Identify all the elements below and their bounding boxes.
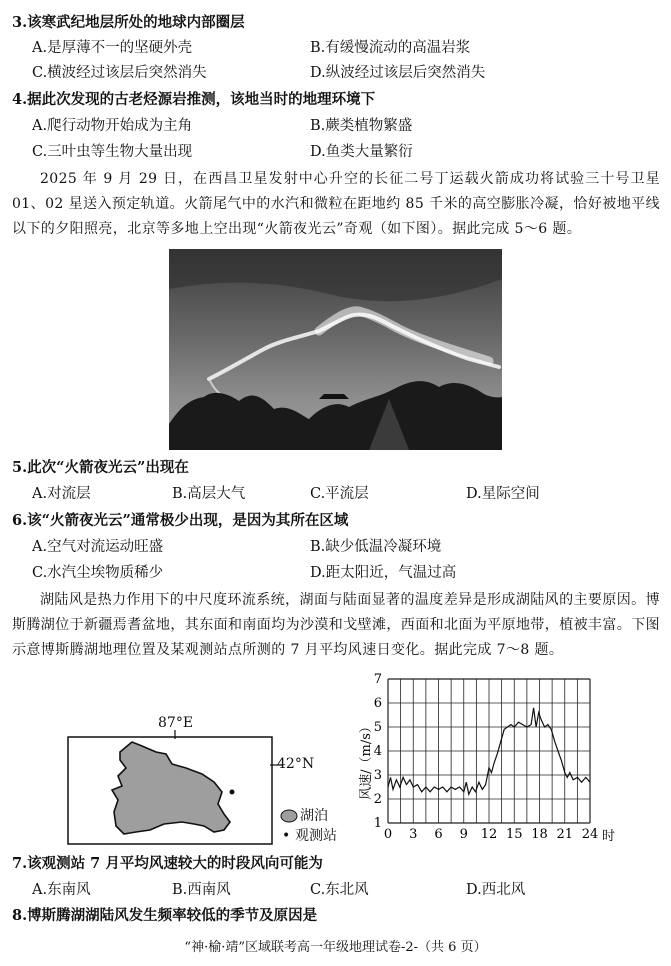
question-5-option-d: D.星际空间 xyxy=(466,486,540,502)
chart-grid xyxy=(388,679,590,823)
chart-x-unit-label: 时 xyxy=(602,829,616,844)
chart-x-tick-label: 18 xyxy=(531,827,548,842)
question-4-option-b: B.蕨类植物繁盛 xyxy=(310,118,413,134)
question-4-stem: 4.据此次发现的古老烃源岩推测，该地当时的地理环境下 xyxy=(12,91,376,108)
question-6-option-b: B.缺少低温冷凝环境 xyxy=(310,539,442,555)
question-3-option-b: B.有缓慢流动的高温岩浆 xyxy=(310,40,471,56)
question-3-option-c: C.横波经过该层后突然消失 xyxy=(32,65,207,81)
question-7-option-c: C.东北风 xyxy=(310,882,369,898)
question-7-stem: 7.该观测站 7 月平均风速较大的时段风向可能为 xyxy=(12,855,323,872)
chart-x-tick-label: 24 xyxy=(581,827,599,842)
lake-shape xyxy=(112,742,230,834)
question-5-stem: 5.此次“火箭夜光云”出现在 xyxy=(12,459,189,476)
chart-y-tick-label: 7 xyxy=(373,672,382,687)
chart-x-tick-label: 9 xyxy=(459,827,468,842)
legend-station-label: 观测站 xyxy=(295,828,337,844)
page-footer: “神·榆·靖”区域联考高一年级地理试卷-2-（共 6 页） xyxy=(184,940,487,955)
chart-y-tick-label: 1 xyxy=(373,816,382,831)
chart-x-tick-label: 0 xyxy=(383,827,393,842)
question-7-option-a: A.东南风 xyxy=(32,882,91,898)
rocket-cloud-photo-drawing xyxy=(169,249,502,450)
question-6-stem: 6.该“火箭夜光云”通常极少出现，是因为其所在区域 xyxy=(12,512,349,529)
chart-y-tick-label: 2 xyxy=(373,792,382,807)
question-4-option-d: D.鱼类大量繁衍 xyxy=(310,144,413,160)
question-6-option-c: C.水汽尘埃物质稀少 xyxy=(32,565,164,581)
question-8-stem: 8.博斯腾湖湖陆风发生频率较低的季节及原因是 xyxy=(12,907,318,924)
question-6-option-a: A.空气对流运动旺盛 xyxy=(32,539,164,555)
legend-lake-label: 湖泊 xyxy=(300,808,328,824)
chart-y-tick-label: 5 xyxy=(373,720,382,735)
chart-y-axis-label: 风速/（m/s） xyxy=(359,720,374,800)
chart-x-tick-label: 21 xyxy=(556,827,574,842)
question-5-option-a: A.对流层 xyxy=(32,486,91,502)
chart-x-tick-label: 15 xyxy=(505,827,523,842)
map-latitude-label: 42°N xyxy=(277,756,315,772)
rocket-cloud-photo xyxy=(169,249,502,450)
question-3-option-d: D.纵波经过该层后突然消失 xyxy=(310,65,486,81)
question-7-option-d: D.西北风 xyxy=(466,882,526,898)
map-longitude-label: 87°E xyxy=(158,715,194,731)
station-dot xyxy=(230,790,235,795)
question-4-option-a: A.爬行动物开始成为主角 xyxy=(32,118,193,134)
question-4-option-c: C.三叶虫等生物大量出现 xyxy=(32,144,193,160)
wind-speed-chart xyxy=(350,665,620,850)
chart-y-tick-label: 4 xyxy=(373,744,382,759)
question-6-option-d: D.距太阳近，气温过高 xyxy=(310,565,457,581)
chart-y-tick-label: 6 xyxy=(373,696,382,711)
question-5-option-b: B.高层大气 xyxy=(172,486,246,502)
chart-x-tick-label: 3 xyxy=(409,827,418,842)
passage-rocket-cloud: 2025 年 9 月 29 日，在西昌卫星发射中心升空的长征二号丁运载火箭成功将试验三十号卫星 01、02 星送入预定轨道。火箭尾气中的水汽和微粒在距地约 85 千米的高空膨胀冷凝，恰好被地平线以下的夕阳照亮，北京等多地上空出现“火箭夜光云”奇观（如下图）。据此完成 5～6 题。 xyxy=(12,171,660,237)
chart-x-tick-label: 12 xyxy=(480,827,498,842)
chart-x-tick-label: 6 xyxy=(434,827,443,842)
question-3-option-a: A.是厚薄不一的坚硬外壳 xyxy=(32,40,193,56)
passage-lake-breeze: 湖陆风是热力作用下的中尺度环流系统，湖面与陆面显著的温度差异是形成湖陆风的主要原因。博斯腾湖位于新疆焉耆盆地，其东面和南面均为沙漠和戈壁滩，西面和北面为平原地带，植被丰富。下图示意博斯腾湖地理位置及某观测站点所测的 7 月平均风速日变化。据此完成 7～8 题。 xyxy=(12,592,660,658)
legend-lake-swatch xyxy=(280,809,298,823)
question-3-stem: 3.该寒武纪地层所处的地球内部圈层 xyxy=(12,14,245,31)
question-7-option-b: B.西南风 xyxy=(172,882,231,898)
question-5-option-c: C.平流层 xyxy=(310,486,369,502)
chart-y-tick-label: 3 xyxy=(373,768,382,783)
legend-station-dot: • xyxy=(282,828,291,844)
